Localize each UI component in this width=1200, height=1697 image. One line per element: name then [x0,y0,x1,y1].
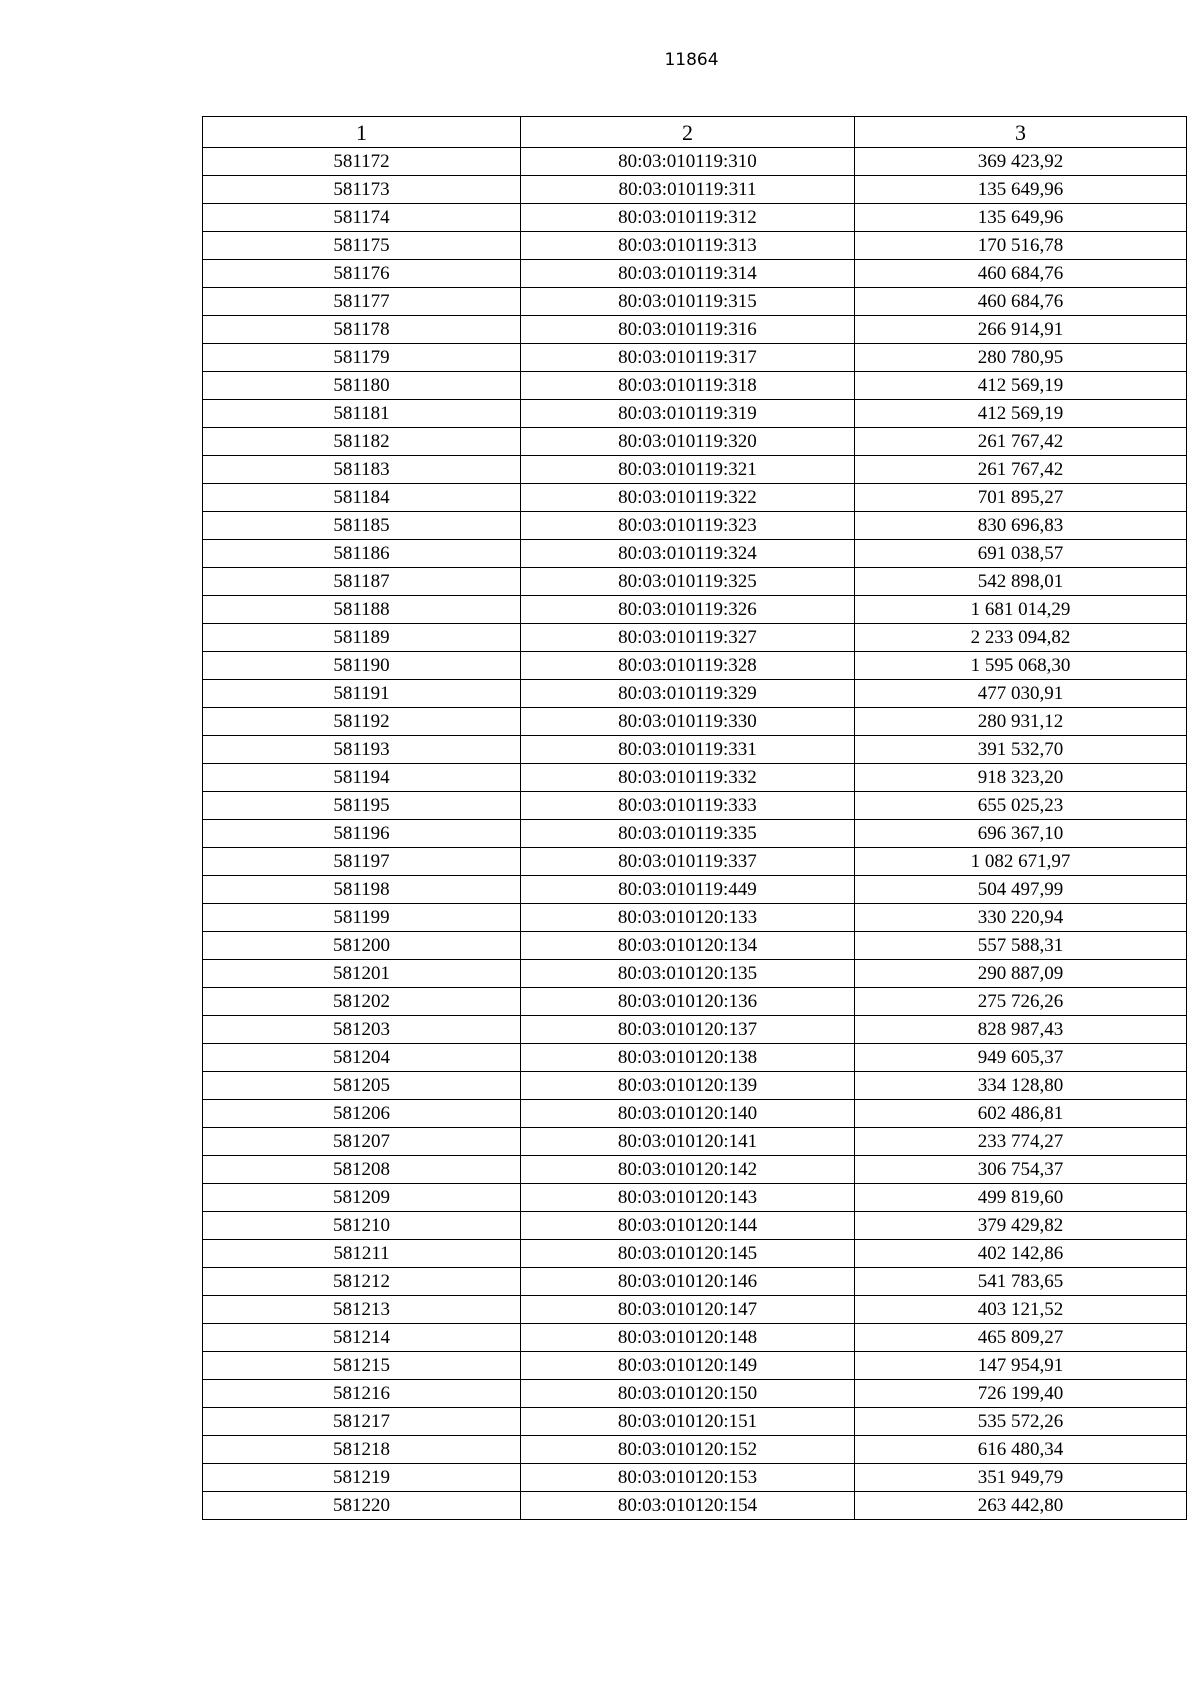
row-number-cell: 581220 [203,1492,521,1520]
row-number-cell: 581196 [203,820,521,848]
table-row [203,1016,1187,1044]
table-row [203,1380,1187,1408]
row-number-cell: 581189 [203,624,521,652]
cadastral-number-cell: 80:03:010120:154 [521,1492,855,1520]
table-row [203,232,1187,260]
cadastral-number-cell: 80:03:010119:333 [521,792,855,820]
row-number-cell: 581216 [203,1380,521,1408]
value-cell: 379 429,82 [855,1212,1187,1240]
row-number-cell: 581198 [203,876,521,904]
cadastral-number-cell: 80:03:010120:144 [521,1212,855,1240]
row-number-cell: 581209 [203,1184,521,1212]
cadastral-number-cell: 80:03:010119:326 [521,596,855,624]
table-row [203,400,1187,428]
row-number-cell: 581179 [203,344,521,372]
cadastral-number-cell: 80:03:010119:449 [521,876,855,904]
value-cell: 460 684,76 [855,260,1187,288]
row-number-cell: 581210 [203,1212,521,1240]
cadastral-number-cell: 80:03:010119:313 [521,232,855,260]
value-cell: 1 681 014,29 [855,596,1187,624]
table-row [203,1324,1187,1352]
cadastral-number-cell: 80:03:010119:325 [521,568,855,596]
table-row [203,540,1187,568]
table-row [203,624,1187,652]
cadastral-number-cell: 80:03:010120:152 [521,1436,855,1464]
row-number-cell: 581195 [203,792,521,820]
value-cell: 261 767,42 [855,456,1187,484]
row-number-cell: 581206 [203,1100,521,1128]
table-body [203,148,1187,1520]
row-number-cell: 581207 [203,1128,521,1156]
cadastral-number-cell: 80:03:010119:315 [521,288,855,316]
value-cell: 403 121,52 [855,1296,1187,1324]
row-number-cell: 581203 [203,1016,521,1044]
row-number-cell: 581199 [203,904,521,932]
value-cell: 1 595 068,30 [855,652,1187,680]
row-number-cell: 581184 [203,484,521,512]
row-number-cell: 581213 [203,1296,521,1324]
table-row [203,512,1187,540]
table-row [203,932,1187,960]
table-row [203,344,1187,372]
value-cell: 542 898,01 [855,568,1187,596]
table-row [203,176,1187,204]
table-row [203,820,1187,848]
value-cell: 460 684,76 [855,288,1187,316]
cadastral-number-cell: 80:03:010119:337 [521,848,855,876]
row-number-cell: 581194 [203,764,521,792]
table-row [203,1044,1187,1072]
cadastral-number-cell: 80:03:010119:335 [521,820,855,848]
table-header-row [203,117,1187,148]
value-cell: 280 931,12 [855,708,1187,736]
row-number-cell: 581211 [203,1240,521,1268]
value-cell: 306 754,37 [855,1156,1187,1184]
column-header-1: 1 [203,117,521,148]
row-number-cell: 581212 [203,1268,521,1296]
table-row [203,960,1187,988]
table-row [203,1240,1187,1268]
page-number: 11864 [664,50,719,70]
row-number-cell: 581200 [203,932,521,960]
table-row [203,260,1187,288]
table-row [203,428,1187,456]
cadastral-value-table [202,116,1187,1520]
value-cell: 412 569,19 [855,372,1187,400]
value-cell: 691 038,57 [855,540,1187,568]
value-cell: 535 572,26 [855,1408,1187,1436]
value-cell: 828 987,43 [855,1016,1187,1044]
row-number-cell: 581185 [203,512,521,540]
row-number-cell: 581205 [203,1072,521,1100]
cadastral-number-cell: 80:03:010119:321 [521,456,855,484]
cadastral-number-cell: 80:03:010120:140 [521,1100,855,1128]
cadastral-number-cell: 80:03:010120:137 [521,1016,855,1044]
row-number-cell: 581173 [203,176,521,204]
table-row [203,148,1187,176]
cadastral-number-cell: 80:03:010119:318 [521,372,855,400]
cadastral-number-cell: 80:03:010120:147 [521,1296,855,1324]
value-cell: 290 887,09 [855,960,1187,988]
cadastral-number-cell: 80:03:010119:319 [521,400,855,428]
row-number-cell: 581201 [203,960,521,988]
table-row [203,1464,1187,1492]
cadastral-number-cell: 80:03:010120:138 [521,1044,855,1072]
cadastral-number-cell: 80:03:010119:328 [521,652,855,680]
row-number-cell: 581191 [203,680,521,708]
table-row [203,708,1187,736]
value-cell: 701 895,27 [855,484,1187,512]
table-row [203,1184,1187,1212]
table-row [203,1352,1187,1380]
cadastral-number-cell: 80:03:010119:330 [521,708,855,736]
value-cell: 233 774,27 [855,1128,1187,1156]
row-number-cell: 581183 [203,456,521,484]
cadastral-number-cell: 80:03:010119:314 [521,260,855,288]
table-row [203,372,1187,400]
cadastral-number-cell: 80:03:010119:322 [521,484,855,512]
table-row [203,680,1187,708]
value-cell: 696 367,10 [855,820,1187,848]
table-row [203,988,1187,1016]
table-row [203,1128,1187,1156]
column-header-2: 2 [521,117,855,148]
table-row [203,204,1187,232]
cadastral-number-cell: 80:03:010120:153 [521,1464,855,1492]
value-cell: 266 914,91 [855,316,1187,344]
cadastral-number-cell: 80:03:010120:136 [521,988,855,1016]
table-row [203,652,1187,680]
table-row [203,1156,1187,1184]
table-row [203,316,1187,344]
value-cell: 726 199,40 [855,1380,1187,1408]
row-number-cell: 581188 [203,596,521,624]
row-number-cell: 581197 [203,848,521,876]
table-row [203,1408,1187,1436]
row-number-cell: 581182 [203,428,521,456]
cadastral-number-cell: 80:03:010119:311 [521,176,855,204]
cadastral-number-cell: 80:03:010119:317 [521,344,855,372]
row-number-cell: 581172 [203,148,521,176]
value-cell: 170 516,78 [855,232,1187,260]
row-number-cell: 581192 [203,708,521,736]
value-cell: 330 220,94 [855,904,1187,932]
cadastral-number-cell: 80:03:010120:133 [521,904,855,932]
table-row [203,288,1187,316]
value-cell: 918 323,20 [855,764,1187,792]
value-cell: 280 780,95 [855,344,1187,372]
row-number-cell: 581214 [203,1324,521,1352]
row-number-cell: 581177 [203,288,521,316]
value-cell: 261 767,42 [855,428,1187,456]
cadastral-number-cell: 80:03:010120:141 [521,1128,855,1156]
value-cell: 2 233 094,82 [855,624,1187,652]
cadastral-number-cell: 80:03:010120:146 [521,1268,855,1296]
value-cell: 147 954,91 [855,1352,1187,1380]
table-row [203,1268,1187,1296]
cadastral-number-cell: 80:03:010119:312 [521,204,855,232]
cadastral-number-cell: 80:03:010120:135 [521,960,855,988]
table-row [203,1100,1187,1128]
value-cell: 351 949,79 [855,1464,1187,1492]
row-number-cell: 581181 [203,400,521,428]
table-row [203,1296,1187,1324]
value-cell: 334 128,80 [855,1072,1187,1100]
table-row [203,792,1187,820]
table-row [203,1436,1187,1464]
value-cell: 557 588,31 [855,932,1187,960]
row-number-cell: 581208 [203,1156,521,1184]
table-row [203,1212,1187,1240]
cadastral-number-cell: 80:03:010119:323 [521,512,855,540]
cadastral-number-cell: 80:03:010119:320 [521,428,855,456]
table-row [203,596,1187,624]
value-cell: 412 569,19 [855,400,1187,428]
value-cell: 369 423,92 [855,148,1187,176]
table-row [203,484,1187,512]
cadastral-number-cell: 80:03:010119:316 [521,316,855,344]
value-cell: 499 819,60 [855,1184,1187,1212]
cadastral-number-cell: 80:03:010120:139 [521,1072,855,1100]
cadastral-number-cell: 80:03:010119:329 [521,680,855,708]
value-cell: 616 480,34 [855,1436,1187,1464]
row-number-cell: 581175 [203,232,521,260]
value-cell: 830 696,83 [855,512,1187,540]
cadastral-number-cell: 80:03:010120:134 [521,932,855,960]
cadastral-number-cell: 80:03:010120:150 [521,1380,855,1408]
value-cell: 655 025,23 [855,792,1187,820]
row-number-cell: 581186 [203,540,521,568]
cadastral-number-cell: 80:03:010120:151 [521,1408,855,1436]
value-cell: 477 030,91 [855,680,1187,708]
cadastral-number-cell: 80:03:010119:332 [521,764,855,792]
table-row [203,1072,1187,1100]
value-cell: 391 532,70 [855,736,1187,764]
cadastral-number-cell: 80:03:010119:324 [521,540,855,568]
value-cell: 263 442,80 [855,1492,1187,1520]
value-cell: 504 497,99 [855,876,1187,904]
value-cell: 465 809,27 [855,1324,1187,1352]
row-number-cell: 581178 [203,316,521,344]
table-row [203,568,1187,596]
row-number-cell: 581204 [203,1044,521,1072]
cadastral-number-cell: 80:03:010119:327 [521,624,855,652]
table-row [203,876,1187,904]
row-number-cell: 581215 [203,1352,521,1380]
table-row [203,764,1187,792]
table-row [203,904,1187,932]
row-number-cell: 581174 [203,204,521,232]
cadastral-number-cell: 80:03:010120:143 [521,1184,855,1212]
row-number-cell: 581218 [203,1436,521,1464]
row-number-cell: 581176 [203,260,521,288]
table-row [203,736,1187,764]
value-cell: 541 783,65 [855,1268,1187,1296]
row-number-cell: 581202 [203,988,521,1016]
value-cell: 135 649,96 [855,204,1187,232]
cadastral-number-cell: 80:03:010120:145 [521,1240,855,1268]
value-cell: 1 082 671,97 [855,848,1187,876]
value-cell: 949 605,37 [855,1044,1187,1072]
value-cell: 602 486,81 [855,1100,1187,1128]
value-cell: 402 142,86 [855,1240,1187,1268]
column-header-3: 3 [855,117,1187,148]
table-row [203,848,1187,876]
value-cell: 275 726,26 [855,988,1187,1016]
row-number-cell: 581219 [203,1464,521,1492]
value-cell: 135 649,96 [855,176,1187,204]
row-number-cell: 581187 [203,568,521,596]
row-number-cell: 581180 [203,372,521,400]
table-row [203,1492,1187,1520]
cadastral-number-cell: 80:03:010120:148 [521,1324,855,1352]
row-number-cell: 581217 [203,1408,521,1436]
cadastral-number-cell: 80:03:010120:142 [521,1156,855,1184]
row-number-cell: 581190 [203,652,521,680]
cadastral-number-cell: 80:03:010119:310 [521,148,855,176]
cadastral-number-cell: 80:03:010120:149 [521,1352,855,1380]
row-number-cell: 581193 [203,736,521,764]
cadastral-number-cell: 80:03:010119:331 [521,736,855,764]
table-row [203,456,1187,484]
